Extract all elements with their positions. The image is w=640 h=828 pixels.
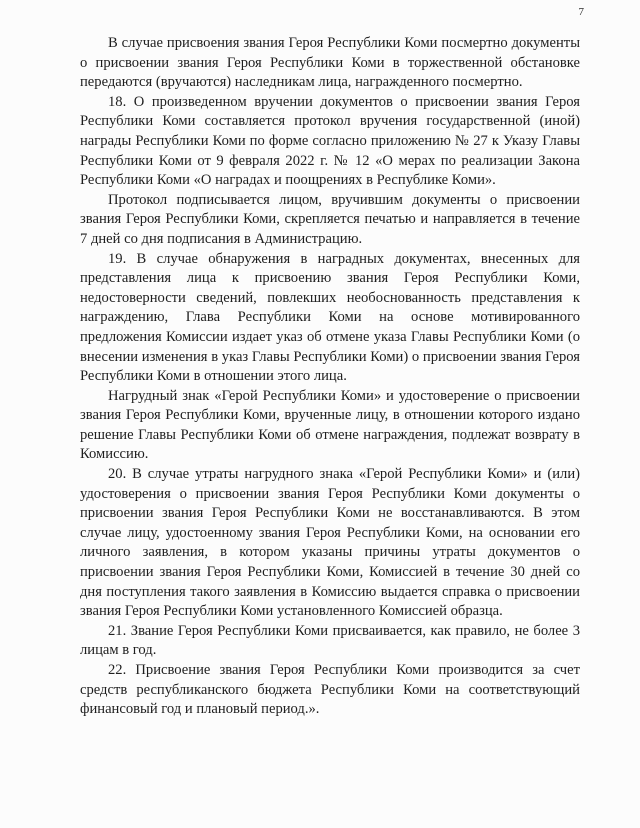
paragraph-20-loss: 20. В случае утраты нагрудного знака «Герой Республики Коми» и (или) удостоверения о присвоении звания Героя Республики Коми документы о присвоении звания Героя Республики Коми не восстанавливаются. В этом случае лицу, удостоенному звания Героя Республики Коми, на основании его личного заявления, в котором указаны причины утраты документов о присвоении звания Героя Республики Коми, Комиссией в течение 30 дней со дня поступления такого заявления в Комиссию выдается справка о присвоении звания Героя Республики Коми установленного Комиссией образца. (80, 466, 580, 620)
paragraph-22-funding: 22. Присвоение звания Героя Республики Коми производится за счет средств республиканского бюджета Республики Коми на соответствующий финансовый год и плановый период.». (80, 662, 580, 718)
paragraph-posthumous-award: В случае присвоения звания Героя Республики Коми посмертно документы о присвоении звания Героя Республики Коми в торжественной обстановке передаются (вручаются) наследникам лица, награжденного посмертно. (80, 35, 580, 91)
paragraph-protocol-signing: Протокол подписывается лицом, вручившим документы о присвоении звания Героя Республики Коми, скрепляется печатью и направляется в течение 7 дней со дня подписания в Администрацию. (80, 191, 580, 247)
paragraph-21-limit: 21. Звание Героя Республики Коми присваивается, как правило, не более 3 лицам в год. (80, 622, 580, 659)
paragraph-badge-return: Нагрудный знак «Герой Республики Коми» и удостоверение о присвоении звания Героя Республики Коми, врученные лицу, в отношении которого издано решение Главы Республики Коми об отмене награждения, подлежат возврату в Комиссию. (80, 387, 580, 463)
document-body (80, 34, 580, 720)
page-number: 7 (578, 6, 584, 18)
paragraph-18-protocol: 18. О произведенном вручении документов о присвоении звания Героя Республики Коми составляется протокол вручения государственной (иной) награды Республики Коми по форме согласно приложению № 27 к Указу Главы Республики Коми от 9 февраля 2022 г. № 12 «О мерах по реализации Закона Республики Коми «О наградах и поощрениях в Республике Коми». (80, 93, 580, 189)
paragraph-19-revocation: 19. В случае обнаружения в наградных документах, внесенных для представления лица к присвоению звания Героя Республики Коми, недостоверности сведений, повлекших необоснованность представления к награждению, Глава Республики Коми на основе мотивированного предложения Комиссии издает указ об отмене указа Главы Республики Коми (о внесении изменения в указ Главы Республики Коми) о присвоении звания Героя Республики Коми в отношении этого лица. (80, 250, 580, 385)
